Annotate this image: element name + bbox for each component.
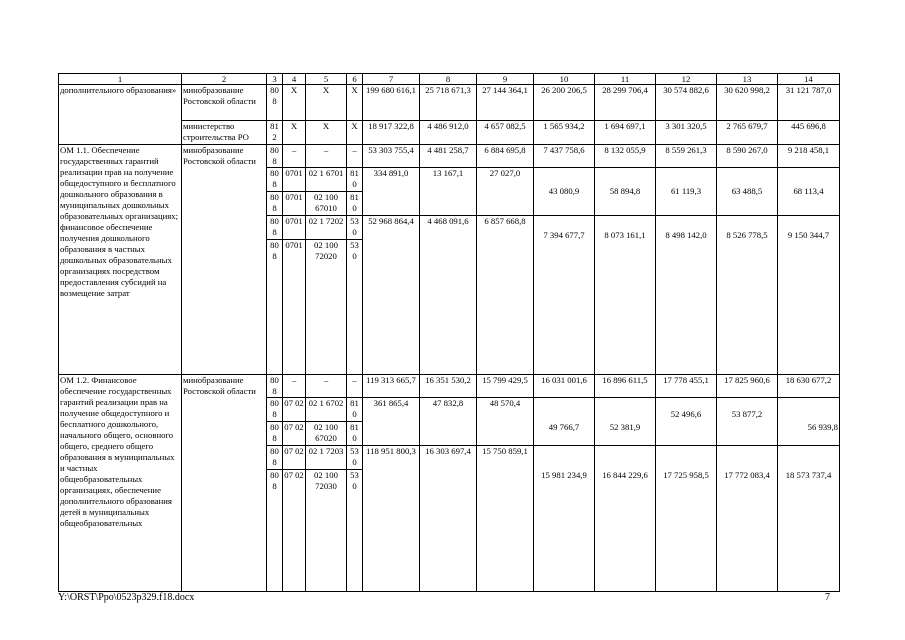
code-cell: 07 02 [283, 446, 306, 470]
code-cell: 808 [267, 240, 283, 375]
code-cell: 530 [347, 470, 363, 592]
value-cell: 26 200 206,5 [534, 85, 595, 121]
value-cell: 4 657 082,5 [477, 121, 534, 145]
value-cell: 4 486 912,0 [420, 121, 477, 145]
col-header: 8 [420, 74, 477, 85]
value-cell: 8 590 267,0 [717, 145, 778, 168]
value-cell: 17 778 455,1 [656, 375, 717, 398]
code-cell: 810 [347, 422, 363, 446]
col-header: 6 [347, 74, 363, 85]
value-cell: 119 313 665,7 [363, 375, 420, 398]
value-cell: 16 031 001,6 [534, 375, 595, 398]
executor-cell: минобразование Ростовской области [182, 375, 267, 592]
measure-name-cell: ОМ 1.1. Обеспечение государственных гарантий реализации прав на получение общедоступного и бесплатного дошкольного образования в муниципальных дошкольных образовательных организациях; финансовое обеспечение получения дошкольного образования в частных дошкольных образовательных организациях посредством предоставления субсидий на возмещение затрат [59, 145, 182, 375]
value-cell: 47 832,8 [420, 398, 477, 446]
code-cell: 07 02 [283, 470, 306, 592]
value-cell: 15 799 429,5 [477, 375, 534, 398]
value-cell: 18 630 677,2 [778, 375, 840, 398]
code-cell: 808 [267, 446, 283, 470]
value-cell: 8 073 161,1 [595, 216, 656, 375]
value-cell: 445 696,8 [778, 121, 840, 145]
code-cell: 530 [347, 240, 363, 375]
code-cell: 02 1 7203 [306, 446, 347, 470]
code-cell: 808 [267, 422, 283, 446]
value-cell: 13 167,1 [420, 168, 477, 216]
code-cell: – [306, 375, 347, 398]
value-cell: 18 573 737,4 [778, 446, 840, 592]
value-cell: 1 694 697,1 [595, 121, 656, 145]
code-cell: 02 1 6702 [306, 398, 347, 422]
code-cell: 530 [347, 216, 363, 240]
value-cell: 27 027,0 [477, 168, 534, 216]
value-cell: 28 299 706,4 [595, 85, 656, 121]
value-cell: 43 080,9 [534, 168, 595, 216]
col-header: 1 [59, 74, 182, 85]
code-cell: Х [347, 121, 363, 145]
value-cell: 8 526 778,5 [717, 216, 778, 375]
col-header: 4 [283, 74, 306, 85]
value-cell: 9 150 344,7 [778, 216, 840, 375]
value-cell: 361 865,4 [363, 398, 420, 446]
value-cell: 118 951 800,3 [363, 446, 420, 592]
col-header: 7 [363, 74, 420, 85]
code-cell: 02 100 67020 [306, 422, 347, 446]
code-cell: 02 100 72020 [306, 240, 347, 375]
page-number: 7 [825, 592, 830, 603]
value-cell: 16 303 697,4 [420, 446, 477, 592]
code-cell: Х [306, 85, 347, 121]
col-header: 3 [267, 74, 283, 85]
value-cell: 31 121 787,0 [778, 85, 840, 121]
executor-cell: министерство строительства РО [182, 121, 267, 145]
program-name-cell: дополнительного образования» [59, 85, 182, 145]
col-header: 13 [717, 74, 778, 85]
value-cell: 6 857 668,8 [477, 216, 534, 375]
code-cell: – [347, 145, 363, 168]
code-cell: Х [347, 85, 363, 121]
value-cell: 30 574 882,6 [656, 85, 717, 121]
code-cell: 07 02 [283, 398, 306, 422]
col-header: 9 [477, 74, 534, 85]
table-row [59, 85, 840, 121]
executor-cell: минобразование Ростовской области [182, 145, 267, 375]
value-cell: 7 394 677,7 [534, 216, 595, 375]
code-cell: 808 [267, 398, 283, 422]
code-cell: 810 [347, 192, 363, 216]
value-cell: 48 570,4 [477, 398, 534, 446]
col-header: 5 [306, 74, 347, 85]
code-cell: 808 [267, 145, 283, 168]
header-row [59, 74, 840, 85]
value-cell: 53 877,2 [717, 398, 778, 446]
value-cell: 199 680 616,1 [363, 85, 420, 121]
code-cell: 808 [267, 192, 283, 216]
code-cell: 808 [267, 168, 283, 192]
value-cell: 17 772 083,4 [717, 446, 778, 592]
value-cell: 56 939,8 [778, 398, 840, 446]
code-cell: – [283, 145, 306, 168]
code-cell: – [347, 375, 363, 398]
value-cell: 18 917 322,8 [363, 121, 420, 145]
code-cell: 07 02 [283, 422, 306, 446]
value-cell: 15 750 859,1 [477, 446, 534, 592]
table-row [59, 375, 840, 398]
code-cell: – [283, 375, 306, 398]
value-cell: 15 981 234,9 [534, 446, 595, 592]
col-header: 12 [656, 74, 717, 85]
code-cell: 530 [347, 446, 363, 470]
value-cell: 68 113,4 [778, 168, 840, 216]
value-cell: 334 891,0 [363, 168, 420, 216]
value-cell: 7 437 758,6 [534, 145, 595, 168]
code-cell: 810 [347, 168, 363, 192]
footer-file-path: Y:\ORST\Ppo\0523p329.f18.docx [58, 592, 195, 603]
value-cell: 8 559 261,3 [656, 145, 717, 168]
code-cell: Х [283, 85, 306, 121]
code-cell: Х [283, 121, 306, 145]
code-cell: 808 [267, 375, 283, 398]
value-cell: 58 894,8 [595, 168, 656, 216]
value-cell: 52 968 864,4 [363, 216, 420, 375]
code-cell: 0701 [283, 240, 306, 375]
value-cell: 25 718 671,3 [420, 85, 477, 121]
value-cell: 6 884 695,8 [477, 145, 534, 168]
col-header: 10 [534, 74, 595, 85]
value-cell: 16 351 530,2 [420, 375, 477, 398]
table-row [59, 145, 840, 168]
code-cell: 02 100 67010 [306, 192, 347, 216]
code-cell: 02 100 72030 [306, 470, 347, 592]
value-cell: 53 303 755,4 [363, 145, 420, 168]
code-cell: 02 1 6701 [306, 168, 347, 192]
value-cell: 4 481 258,7 [420, 145, 477, 168]
code-cell: 810 [347, 398, 363, 422]
code-cell: 812 [267, 121, 283, 145]
code-cell: 808 [267, 470, 283, 592]
code-cell: 0701 [283, 168, 306, 192]
value-cell: 8 132 055,9 [595, 145, 656, 168]
value-cell: 61 119,3 [656, 168, 717, 216]
value-cell: 4 468 091,6 [420, 216, 477, 375]
code-cell: 808 [267, 216, 283, 240]
code-cell: 02 1 7202 [306, 216, 347, 240]
value-cell: 3 301 320,5 [656, 121, 717, 145]
value-cell: 17 725 958,5 [656, 446, 717, 592]
col-header: 2 [182, 74, 267, 85]
value-cell: 9 218 458,1 [778, 145, 840, 168]
value-cell: 63 488,5 [717, 168, 778, 216]
col-header: 14 [778, 74, 840, 85]
code-cell: Х [306, 121, 347, 145]
value-cell: 49 766,7 [534, 398, 595, 446]
value-cell: 8 498 142,0 [656, 216, 717, 375]
value-cell: 2 765 679,7 [717, 121, 778, 145]
value-cell: 17 825 960,6 [717, 375, 778, 398]
value-cell: 1 565 934,2 [534, 121, 595, 145]
value-cell: 16 896 611,5 [595, 375, 656, 398]
code-cell: 0701 [283, 216, 306, 240]
measure-name-cell: ОМ 1.2. Финансовое обеспечение государственных гарантий реализации прав на получение общедоступного и бесплатного дошкольного, начального общего, основного общего, среднего общего образования в муниципальных и частных общеобразовательных организациях, обеспечение дополнительного образования детей в муниципальных общеобразовательных [59, 375, 182, 592]
code-cell: 808 [267, 85, 283, 121]
value-cell: 52 496,6 [656, 398, 717, 446]
value-cell: 52 381,9 [595, 398, 656, 446]
value-cell: 27 144 364,1 [477, 85, 534, 121]
code-cell: – [306, 145, 347, 168]
col-header: 11 [595, 74, 656, 85]
executor-cell: минобразование Ростовской области [182, 85, 267, 121]
budget-table [58, 73, 840, 592]
value-cell: 16 844 229,6 [595, 446, 656, 592]
code-cell: 0701 [283, 192, 306, 216]
value-cell: 30 620 998,2 [717, 85, 778, 121]
